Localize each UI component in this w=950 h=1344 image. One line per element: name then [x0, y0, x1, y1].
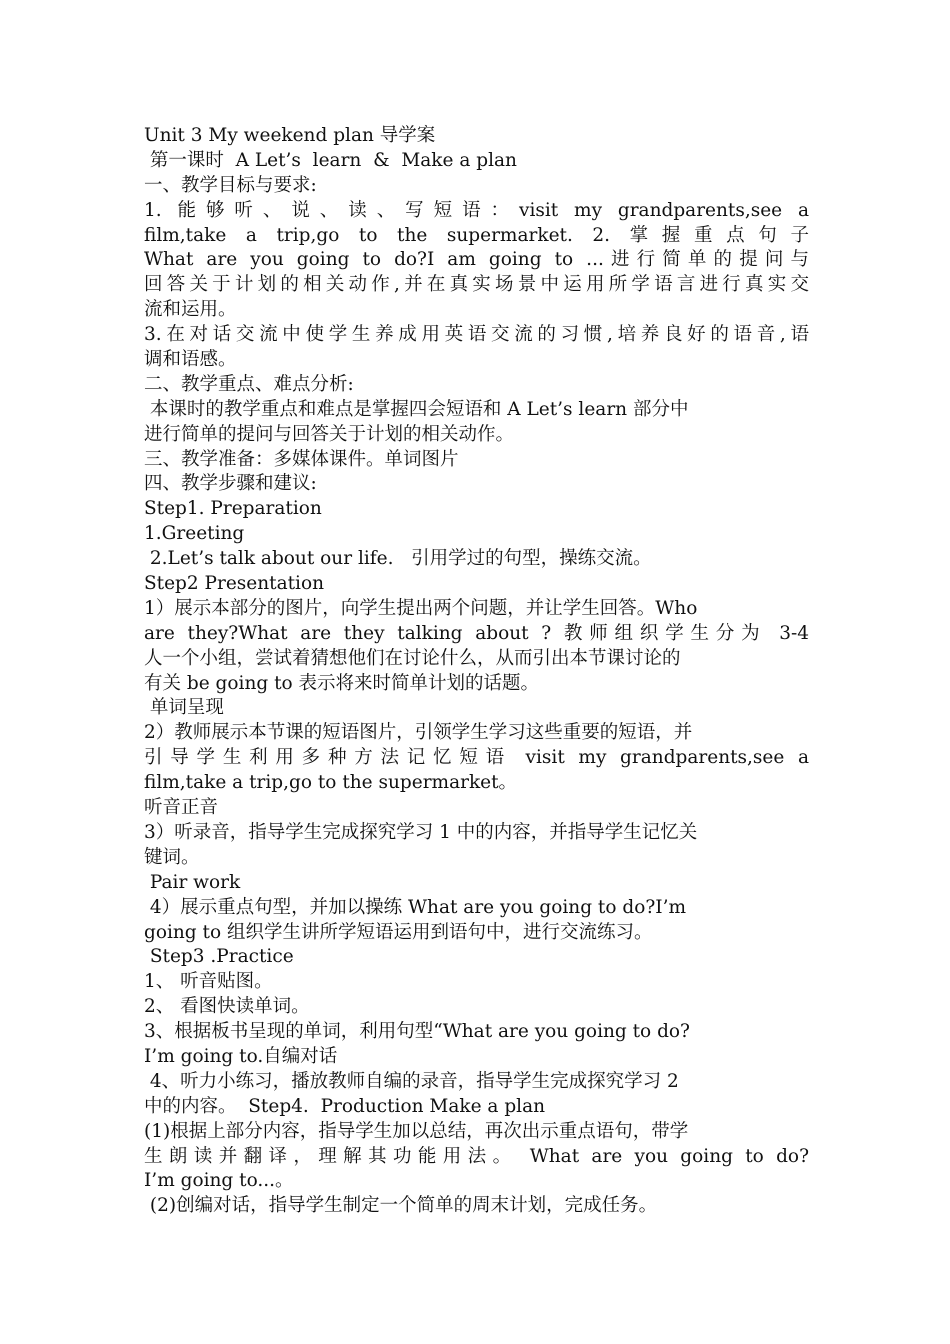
text-line: (2)创编对话，指导学生制定一个简单的周末计划，完成任务。 [144, 1195, 658, 1217]
text-line: (1)根据上部分内容，指导学生加以总结，再次出示重点语句，带学 [144, 1120, 689, 1142]
text-line: 1）展示本部分的图片，向学生提出两个问题，并让学生回答。Who [144, 597, 698, 619]
step-heading: Step2 Presentation [144, 573, 325, 595]
text-line: are they?What are they talking about ? 教师组织学生分为 3-4 [144, 622, 809, 644]
text-line: 1、 听音贴图。 [144, 971, 273, 993]
document-body [144, 124, 809, 1219]
text-line: 3.在对话交流中使学生养成用英语交流的习惯,培养良好的语音,语 [144, 324, 809, 346]
text-line: 1. 能够听、说、读、写短语：visit my grandparents,see a [144, 199, 809, 221]
subheading: 听音正音 [144, 797, 219, 819]
text-line: I’m going to.自编对话 [144, 1045, 338, 1067]
text-line: 2、 看图快读单词。 [144, 996, 310, 1018]
step-heading: Step1. Preparation [144, 498, 322, 520]
text-line: 本课时的教学重点和难点是掌握四会短语和 A Let’s learn 部分中 [144, 398, 689, 420]
text-line: I’m going to...。 [144, 1170, 294, 1192]
text-line: film,take a trip,go to the supermarket. 2. 掌握重点句子 [144, 224, 809, 246]
text-line: 2）教师展示本节课的短语图片，引领学生学习这些重要的短语，并 [144, 722, 693, 744]
text-line: 2.Let’s talk about our life. 引用学过的句型，操练交流。 [144, 548, 652, 570]
text-line: 3）听录音，指导学生完成探究学习 1 中的内容，并指导学生记忆关 [144, 821, 698, 843]
section-heading: 一、教学目标与要求: [144, 174, 317, 196]
text-line: 有关 be going to 表示将来时简单计划的话题。 [144, 672, 540, 694]
section-heading: 二、教学重点、难点分析: [144, 373, 354, 395]
section-heading: 三、教学准备：多媒体课件。单词图片 [144, 448, 459, 470]
text-line: 中的内容。 Step4. Production Make a plan [144, 1095, 546, 1117]
lesson-subtitle: 第一课时 A Let’s learn & Make a plan [144, 149, 517, 171]
text-line: 人一个小组，尝试着猜想他们在讨论什么，从而引出本节课讨论的 [144, 647, 681, 669]
text-line: film,take a trip,go to the supermarket。 [144, 772, 518, 794]
text-line: 回答关于计划的相关动作,并在真实场景中运用所学语言进行真实交 [144, 274, 809, 296]
text-line: 1.Greeting [144, 523, 245, 545]
step-heading: Step3 .Practice [144, 946, 294, 968]
text-line: 4）展示重点句型，并加以操练 What are you going to do?I’m [144, 896, 687, 918]
text-line: 3、根据板书呈现的单词，利用句型“What are you going to do? [144, 1021, 690, 1043]
text-line: What are you going to do?I am going to ...进行简单的提问与 [144, 249, 809, 271]
text-line: 生朗读并翻译，理解其功能用法。 What are you going to do? [144, 1145, 809, 1167]
text-line: 调和语感。 [144, 349, 237, 371]
text-line: 键词。 [144, 846, 200, 868]
text-line: 进行简单的提问与回答关于计划的相关动作。 [144, 423, 515, 445]
subheading: Pair work [144, 871, 241, 893]
text-line: 流和运用。 [144, 299, 237, 321]
subheading: 单词呈现 [144, 697, 224, 719]
text-line: 引导学生利用多种方法记忆短语 visit my grandparents,see a [144, 747, 809, 769]
doc-title: Unit 3 My weekend plan 导学案 [144, 125, 436, 146]
text-line: going to 组织学生讲所学短语运用到语句中，进行交流练习。 [144, 921, 653, 943]
section-heading: 四、教学步骤和建议: [144, 473, 317, 495]
text-line: 4、听力小练习，播放教师自编的录音，指导学生完成探究学习 2 [144, 1070, 679, 1092]
